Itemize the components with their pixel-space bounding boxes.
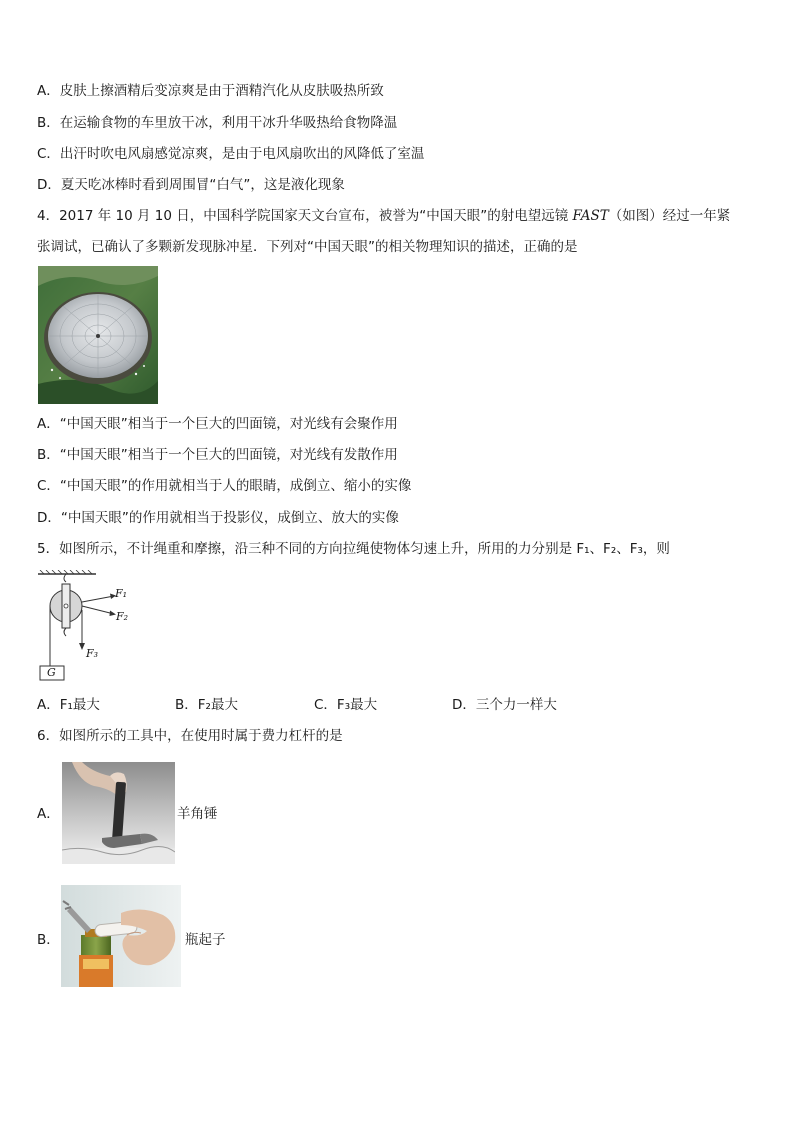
force-label-f1: F₁ <box>115 587 128 600</box>
q5-option-a: A．F₁最大 <box>37 697 100 713</box>
q5-option-c: C．F₃最大 <box>314 697 378 713</box>
q6-option-a-letter: A． <box>37 806 60 822</box>
q4-option-b: B．“中国天眼”相当于一个巨大的凹面镜，对光线有发散作用 <box>37 447 398 463</box>
q4-option-c: C．“中国天眼”的作用就相当于人的眼睛，成倒立、缩小的实像 <box>37 478 412 494</box>
q3-option-a: A．皮肤上擦酒精后变凉爽是由于酒精汽化从皮肤吸热所致 <box>37 83 384 99</box>
q6-stem: 6．如图所示的工具中，在使用时属于费力杠杆的是 <box>37 728 343 744</box>
fast-telescope-photo <box>38 266 158 404</box>
weight-label-g: G <box>47 666 56 679</box>
bottle-opener-photo <box>61 885 181 987</box>
claw-hammer-photo <box>62 762 175 864</box>
q6-option-b-label: 瓶起子 <box>185 932 226 948</box>
q3-option-b: B．在运输食物的车里放干冰，利用干冰升华吸热给食物降温 <box>37 115 398 131</box>
q5-stem: 5．如图所示，不计绳重和摩擦，沿三种不同的方向拉绳使物体匀速上升，所用的力分别是 F₁、F₂、F₃，则 <box>37 541 670 557</box>
q5-option-d: D．三个力一样大 <box>452 697 557 713</box>
pulley-diagram <box>36 570 136 682</box>
q3-option-c: C．出汗时吹电风扇感觉凉爽，是由于电风扇吹出的风降低了室温 <box>37 146 425 162</box>
q3-option-d: D．夏天吃冰棒时看到周围冒“白气”，这是液化现象 <box>37 177 345 193</box>
q6-option-b-letter: B． <box>37 932 60 948</box>
q5-option-b: B．F₂最大 <box>175 697 238 713</box>
q4-option-d: D．“中国天眼”的作用就相当于投影仪，成倒立、放大的实像 <box>37 510 399 526</box>
q4-option-a: A．“中国天眼”相当于一个巨大的凹面镜，对光线有会聚作用 <box>37 416 398 432</box>
q4-stem-line2: 张调试，已确认了多颗新发现脉冲星．下列对“中国天眼”的相关物理知识的描述，正确的是 <box>37 239 578 255</box>
force-label-f2: F₂ <box>116 610 129 623</box>
force-label-f3: F₃ <box>86 647 99 660</box>
q6-option-a-label: 羊角锤 <box>177 806 218 822</box>
q4-stem-line1: 4．2017 年 10 月 10 日，中国科学院国家天文台宣布，被誉为“中国天眼”的射电望远镜 FAST（如图）经过一年紧 <box>37 208 731 224</box>
